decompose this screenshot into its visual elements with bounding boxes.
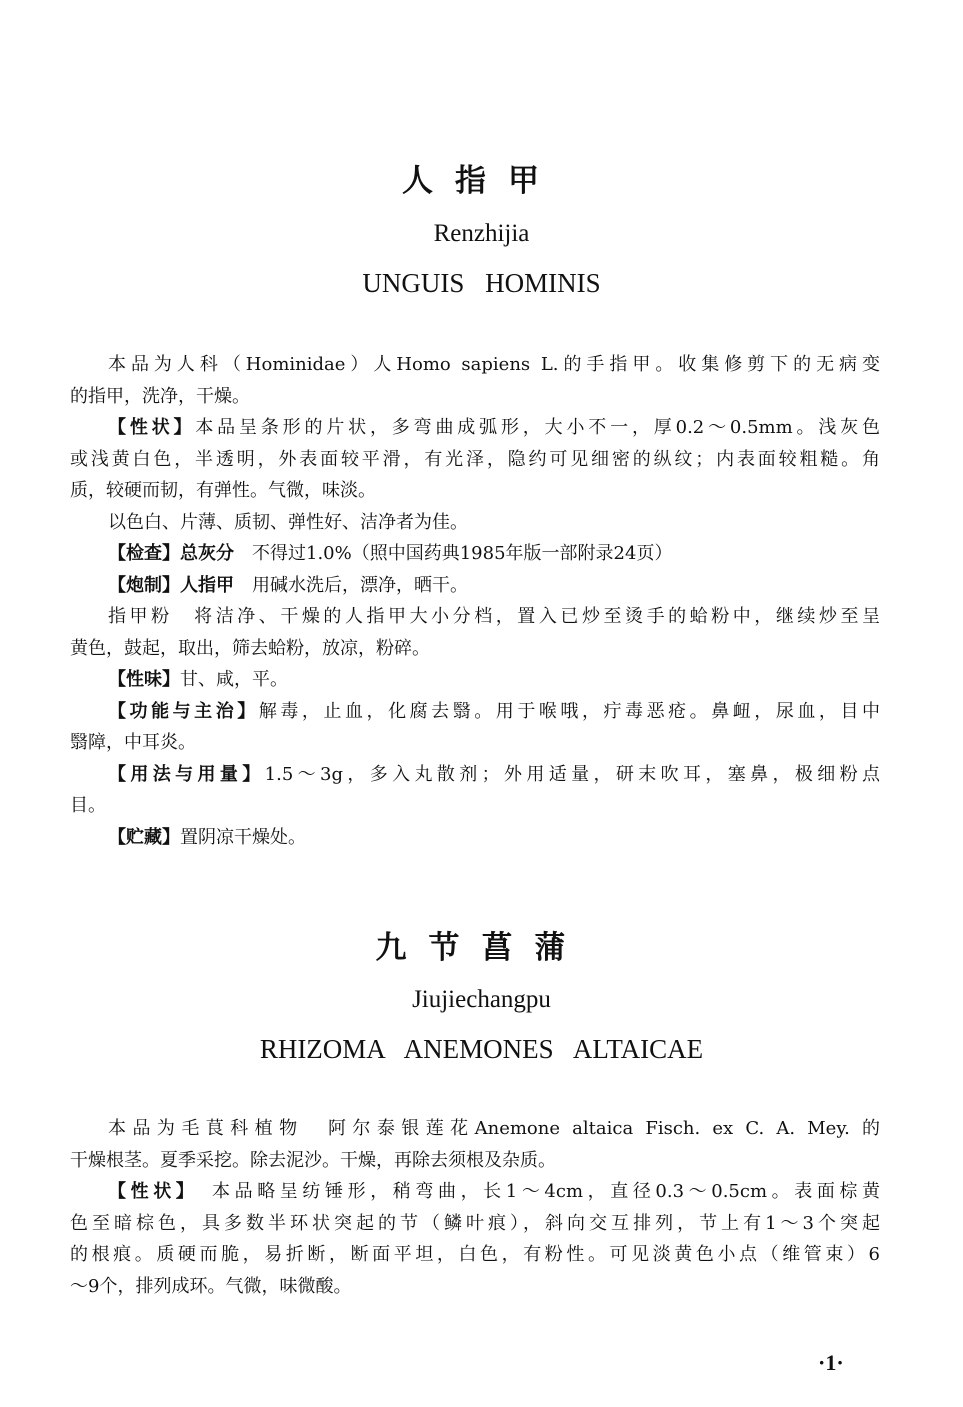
line-text: ～9个，排列成环。气微，味微酸。 bbox=[70, 1275, 352, 1297]
line-text: 黄色，鼓起，取出，筛去蛤粉，放凉，粉碎。 bbox=[70, 637, 430, 659]
text-line bbox=[70, 601, 880, 633]
entry-latin-name: UNGUIS HOMINIS bbox=[362, 268, 601, 298]
line-text: 翳障，中耳炎。 bbox=[70, 732, 196, 753]
text-line bbox=[70, 1145, 880, 1177]
line-text: 质，较硬而韧，有弹性。气微，味淡。 bbox=[70, 480, 376, 501]
section-label: 【功能与主治】 bbox=[108, 700, 259, 722]
text-line bbox=[70, 349, 880, 381]
entry-title: 九节菖蒲 bbox=[375, 930, 588, 966]
section-label: 【性状】 bbox=[108, 417, 196, 438]
text-line bbox=[70, 1113, 880, 1145]
line-text: 本品呈条形的片状，多弯曲成弧形，大小不一，厚0.2～0.5mm。浅灰色 bbox=[195, 417, 880, 438]
line-text: 置阴凉干燥处。 bbox=[180, 826, 306, 848]
text-line bbox=[70, 1176, 880, 1208]
text-line bbox=[70, 507, 880, 539]
line-text: 或浅黄白色，半透明，外表面较平滑，有光泽，隐约可见细密的纵纹；内表面较粗糙。角 bbox=[70, 448, 880, 470]
text-line bbox=[70, 696, 880, 728]
line-text: 本品为毛茛科植物 阿尔泰银莲花Anemone altaica Fisch. ex C. A. Mey. 的 bbox=[108, 1118, 880, 1139]
section-label: 【用法与用量】 bbox=[108, 763, 265, 785]
text-line bbox=[70, 1271, 880, 1303]
section-label: 【炮制】人指甲 bbox=[108, 574, 234, 596]
line-text: 本品为人科（Hominidae）人Homo sapiens L.的手指甲。收集修剪下的无病变 bbox=[108, 354, 880, 375]
line-text: 色至暗棕色，具多数半环状突起的节（鳞叶痕），斜向交互排列，节上有1～3个突起 bbox=[70, 1212, 880, 1234]
line-text: 本品略呈纺锤形，稍弯曲，长1～4cm，直径0.3～0.5cm。表面棕黄 bbox=[189, 1181, 880, 1202]
entry-latin-name: RHIZOMA ANEMONES ALTAICAE bbox=[259, 1034, 704, 1064]
text-line bbox=[70, 475, 880, 507]
section-label: 【性味】 bbox=[108, 669, 180, 690]
line-text: 不得过1.0%（照中国药典1985年版一部附录24页） bbox=[234, 543, 673, 564]
text-line bbox=[70, 822, 880, 854]
text-line bbox=[70, 633, 880, 665]
line-text: 干燥根茎。夏季采挖。除去泥沙。干燥，再除去须根及杂质。 bbox=[70, 1149, 556, 1171]
section-label: 【贮藏】 bbox=[108, 826, 180, 848]
line-text: 解毒，止血，化腐去翳。用于喉哦，疔毒恶疮。鼻衄，尿血，目中 bbox=[258, 700, 880, 722]
text-line bbox=[70, 759, 880, 791]
line-text: 指甲粉 将洁净、干燥的人指甲大小分档，置入已炒至烫手的蛤粉中，继续炒至呈 bbox=[108, 606, 880, 627]
text-line bbox=[70, 727, 880, 759]
text-line bbox=[70, 444, 880, 476]
entry-title: 人指甲 bbox=[402, 163, 561, 199]
text-line bbox=[70, 664, 880, 696]
text-line bbox=[70, 570, 880, 602]
page-number: ·1· bbox=[818, 1350, 844, 1375]
entry-body bbox=[70, 349, 880, 853]
text-line bbox=[70, 538, 880, 570]
text-line bbox=[70, 1239, 880, 1271]
line-text: 甘、咸，平。 bbox=[180, 669, 288, 690]
line-text: 以色白、片薄、质韧、弹性好、洁净者为佳。 bbox=[108, 511, 468, 533]
entry-pinyin: Jiujiechangpu bbox=[412, 986, 551, 1013]
entry-body bbox=[70, 1113, 880, 1302]
line-text: 用碱水洗后，漂净，晒干。 bbox=[234, 574, 468, 596]
line-text: 目。 bbox=[70, 795, 106, 816]
text-line bbox=[70, 412, 880, 444]
entry-pinyin: Renzhijia bbox=[433, 220, 530, 247]
text-line bbox=[70, 381, 880, 413]
section-label: 【检查】总灰分 bbox=[108, 543, 234, 564]
line-text: 1.5～3g，多入丸散剂；外用适量，研末吹耳，塞鼻，极细粉点 bbox=[264, 763, 880, 785]
section-label: 【性状】 bbox=[108, 1181, 190, 1202]
text-line bbox=[70, 1208, 880, 1240]
line-text: 的指甲，洗净，干燥。 bbox=[70, 385, 250, 407]
text-line bbox=[70, 790, 880, 822]
line-text: 的根痕。质硬而脆，易折断，断面平坦，白色，有粉性。可见淡黄色小点（维管束）6 bbox=[70, 1244, 880, 1265]
